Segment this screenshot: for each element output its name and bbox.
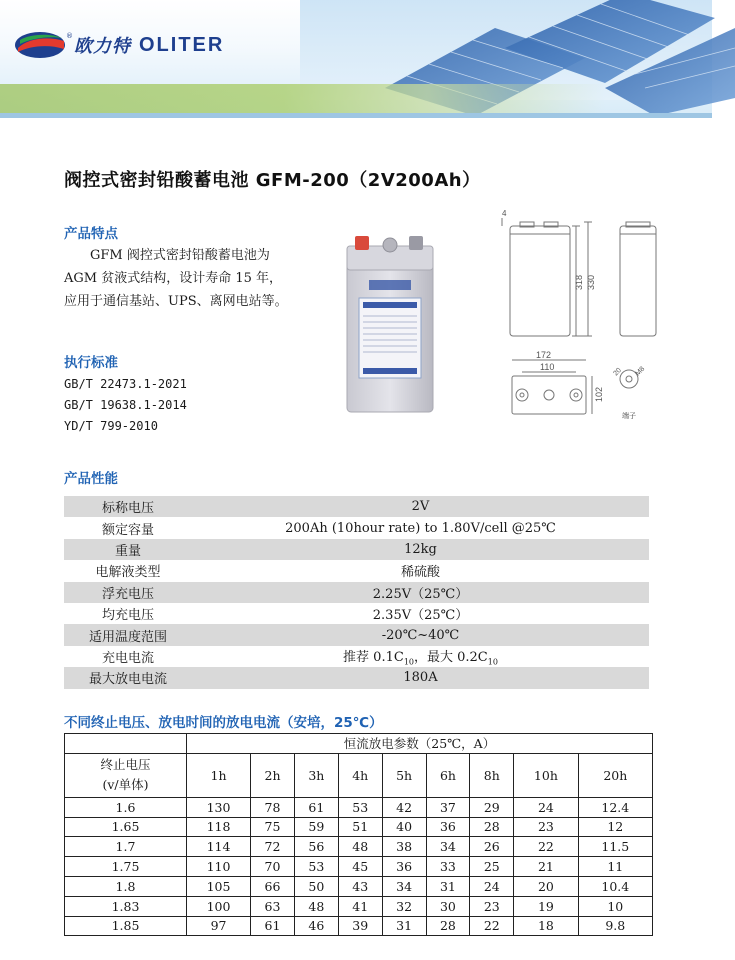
table-row (64, 517, 649, 538)
features-text (64, 244, 308, 313)
current-cell: 43 (338, 876, 382, 896)
current-cell: 53 (338, 797, 382, 817)
spec-key: 充电电流 (64, 646, 192, 667)
product-title: 阀控式密封铅酸蓄电池 GFM-200（2V200Ah） (64, 170, 481, 191)
spec-key: 最大放电电流 (64, 667, 192, 688)
table-row (64, 582, 649, 603)
current-cell: 23 (514, 817, 578, 837)
current-cell: 19 (514, 896, 578, 916)
current-cell: 12.4 (578, 797, 652, 817)
charge-sub: 10 (403, 657, 414, 667)
spec-value: 2.25V（25℃） (192, 582, 649, 603)
current-cell: 61 (294, 797, 338, 817)
table-row (65, 857, 653, 877)
current-cell: 22 (470, 916, 514, 936)
current-cell: 36 (382, 857, 426, 877)
table-row (64, 496, 649, 517)
current-cell: 29 (470, 797, 514, 817)
current-cell: 18 (514, 916, 578, 936)
current-cell: 48 (338, 837, 382, 857)
cutoff-voltage-cell: 1.85 (65, 916, 187, 936)
discharge-table (64, 733, 653, 936)
standard-item: GB/T 19638.1-2014 (64, 398, 187, 412)
current-cell: 59 (294, 817, 338, 837)
column-header: 20h (578, 753, 652, 797)
spec-key: 均充电压 (64, 603, 192, 624)
column-header: 1h (187, 753, 251, 797)
dimension-drawing (498, 204, 673, 434)
spec-value: 200Ah (10hour rate) to 1.80V/cell @25℃ (192, 517, 649, 538)
current-cell: 56 (294, 837, 338, 857)
current-cell: 33 (426, 857, 470, 877)
table-row (64, 539, 649, 560)
cutoff-voltage-cell: 1.75 (65, 857, 187, 877)
current-cell: 38 (382, 837, 426, 857)
dim-width-172: 172 (536, 350, 552, 360)
dim-top: 4 (502, 209, 507, 218)
current-cell: 28 (426, 916, 470, 936)
charge-sub: 10 (487, 657, 498, 667)
current-cell: 110 (187, 857, 251, 877)
current-cell: 50 (294, 876, 338, 896)
current-cell: 61 (251, 916, 295, 936)
column-header: 4h (338, 753, 382, 797)
table-row (64, 624, 649, 645)
cutoff-voltage-cell: 1.8 (65, 876, 187, 896)
current-cell: 48 (294, 896, 338, 916)
current-cell: 78 (251, 797, 295, 817)
standard-item: YD/T 799-2010 (64, 419, 158, 433)
charge-current-recommended: 推荐 0.1C (343, 650, 404, 666)
discharge-heading: 不同终止电压、放电时间的放电电流（安培，25℃） (64, 715, 383, 731)
row-header-line: 终止电压 (100, 757, 151, 773)
dim-width-110: 110 (540, 362, 555, 372)
spec-value: 稀硫酸 (192, 560, 649, 581)
spec-value (192, 646, 649, 667)
features-line: AGM 贫液式结构，设计寿命 15 年， (64, 271, 283, 286)
table-row (65, 876, 653, 896)
table-row (65, 896, 653, 916)
performance-heading: 产品性能 (64, 471, 118, 487)
table-row (64, 646, 649, 667)
column-header: 5h (382, 753, 426, 797)
table-row (64, 560, 649, 581)
group-header: 恒流放电参数（25℃，A） (187, 734, 653, 754)
spec-value: 180A (192, 667, 649, 688)
current-cell: 36 (426, 817, 470, 837)
table-row (64, 603, 649, 624)
spec-value: -20℃~40℃ (192, 624, 649, 645)
current-cell: 39 (338, 916, 382, 936)
table-header-row (65, 734, 653, 754)
current-cell: 34 (382, 876, 426, 896)
current-cell: 20 (514, 876, 578, 896)
table-row (65, 817, 653, 837)
current-cell: 28 (470, 817, 514, 837)
spec-key: 适用温度范围 (64, 624, 192, 645)
current-cell: 41 (338, 896, 382, 916)
current-cell: 25 (470, 857, 514, 877)
current-cell: 118 (187, 817, 251, 837)
current-cell: 75 (251, 817, 295, 837)
current-cell: 97 (187, 916, 251, 936)
battery-photo (345, 234, 435, 416)
dim-height-330: 330 (586, 274, 596, 290)
terminal-diameter: 20 (612, 366, 623, 378)
header-banner (0, 0, 712, 118)
features-heading: 产品特点 (64, 226, 118, 242)
cutoff-voltage-cell: 1.83 (65, 896, 187, 916)
discharge-body (65, 797, 653, 936)
row-header-line: (v/单体) (102, 777, 149, 793)
current-cell: 26 (470, 837, 514, 857)
reg-mark: ® (66, 32, 73, 40)
current-cell: 53 (294, 857, 338, 877)
current-cell: 31 (382, 916, 426, 936)
spec-value: 2.35V（25℃） (192, 603, 649, 624)
terminal-thread: M8 (634, 365, 647, 378)
current-cell: 37 (426, 797, 470, 817)
current-cell: 34 (426, 837, 470, 857)
spec-key: 额定容量 (64, 517, 192, 538)
spec-key: 浮充电压 (64, 582, 192, 603)
brand-name-cn: 欧力特 (74, 36, 131, 57)
current-cell: 24 (470, 876, 514, 896)
standards-list (64, 374, 187, 437)
current-cell: 70 (251, 857, 295, 877)
current-cell: 23 (470, 896, 514, 916)
column-header: 8h (470, 753, 514, 797)
spec-key: 标称电压 (64, 496, 192, 517)
spec-key: 重量 (64, 539, 192, 560)
banner-stripe (0, 113, 712, 118)
current-cell: 31 (426, 876, 470, 896)
current-cell: 100 (187, 896, 251, 916)
current-cell: 40 (382, 817, 426, 837)
charge-current-max: ，最大 0.2C (414, 650, 488, 666)
cutoff-voltage-cell: 1.7 (65, 837, 187, 857)
standard-item: GB/T 22473.1-2021 (64, 377, 187, 391)
standards-heading: 执行标准 (64, 355, 118, 371)
current-cell: 9.8 (578, 916, 652, 936)
current-cell: 130 (187, 797, 251, 817)
current-cell: 105 (187, 876, 251, 896)
current-cell: 30 (426, 896, 470, 916)
current-cell: 51 (338, 817, 382, 837)
table-row (65, 797, 653, 817)
features-line: 应用于通信基站、UPS、离网电站等。 (64, 294, 288, 309)
brand-name-en: OLITER (139, 33, 225, 56)
table-row (64, 667, 649, 688)
dim-height-318: 318 (574, 274, 584, 290)
current-cell: 10.4 (578, 876, 652, 896)
features-line: GFM 阀控式密封铅酸蓄电池为 (90, 248, 270, 263)
column-header: 10h (514, 753, 578, 797)
table-header-row (65, 753, 653, 797)
cutoff-voltage-cell: 1.6 (65, 797, 187, 817)
current-cell: 42 (382, 797, 426, 817)
current-cell: 114 (187, 837, 251, 857)
spec-key: 电解液类型 (64, 560, 192, 581)
logo-mark-icon (14, 30, 72, 60)
table-row (65, 916, 653, 936)
current-cell: 45 (338, 857, 382, 877)
current-cell: 21 (514, 857, 578, 877)
current-cell: 72 (251, 837, 295, 857)
table-corner (65, 734, 187, 754)
current-cell: 11.5 (578, 837, 652, 857)
current-cell: 66 (251, 876, 295, 896)
current-cell: 63 (251, 896, 295, 916)
current-cell: 10 (578, 896, 652, 916)
brand-logo (14, 30, 224, 60)
row-header (65, 753, 187, 797)
current-cell: 24 (514, 797, 578, 817)
table-row (65, 837, 653, 857)
current-cell: 11 (578, 857, 652, 877)
current-cell: 46 (294, 916, 338, 936)
performance-table (64, 496, 649, 689)
current-cell: 22 (514, 837, 578, 857)
dim-depth-102: 102 (594, 386, 604, 402)
spec-value: 2V (192, 496, 649, 517)
current-cell: 12 (578, 817, 652, 837)
column-header: 6h (426, 753, 470, 797)
column-header: 3h (294, 753, 338, 797)
cutoff-voltage-cell: 1.65 (65, 817, 187, 837)
column-header: 2h (251, 753, 295, 797)
current-cell: 32 (382, 896, 426, 916)
terminal-label: 端子 (622, 412, 636, 420)
spec-value: 12kg (192, 539, 649, 560)
